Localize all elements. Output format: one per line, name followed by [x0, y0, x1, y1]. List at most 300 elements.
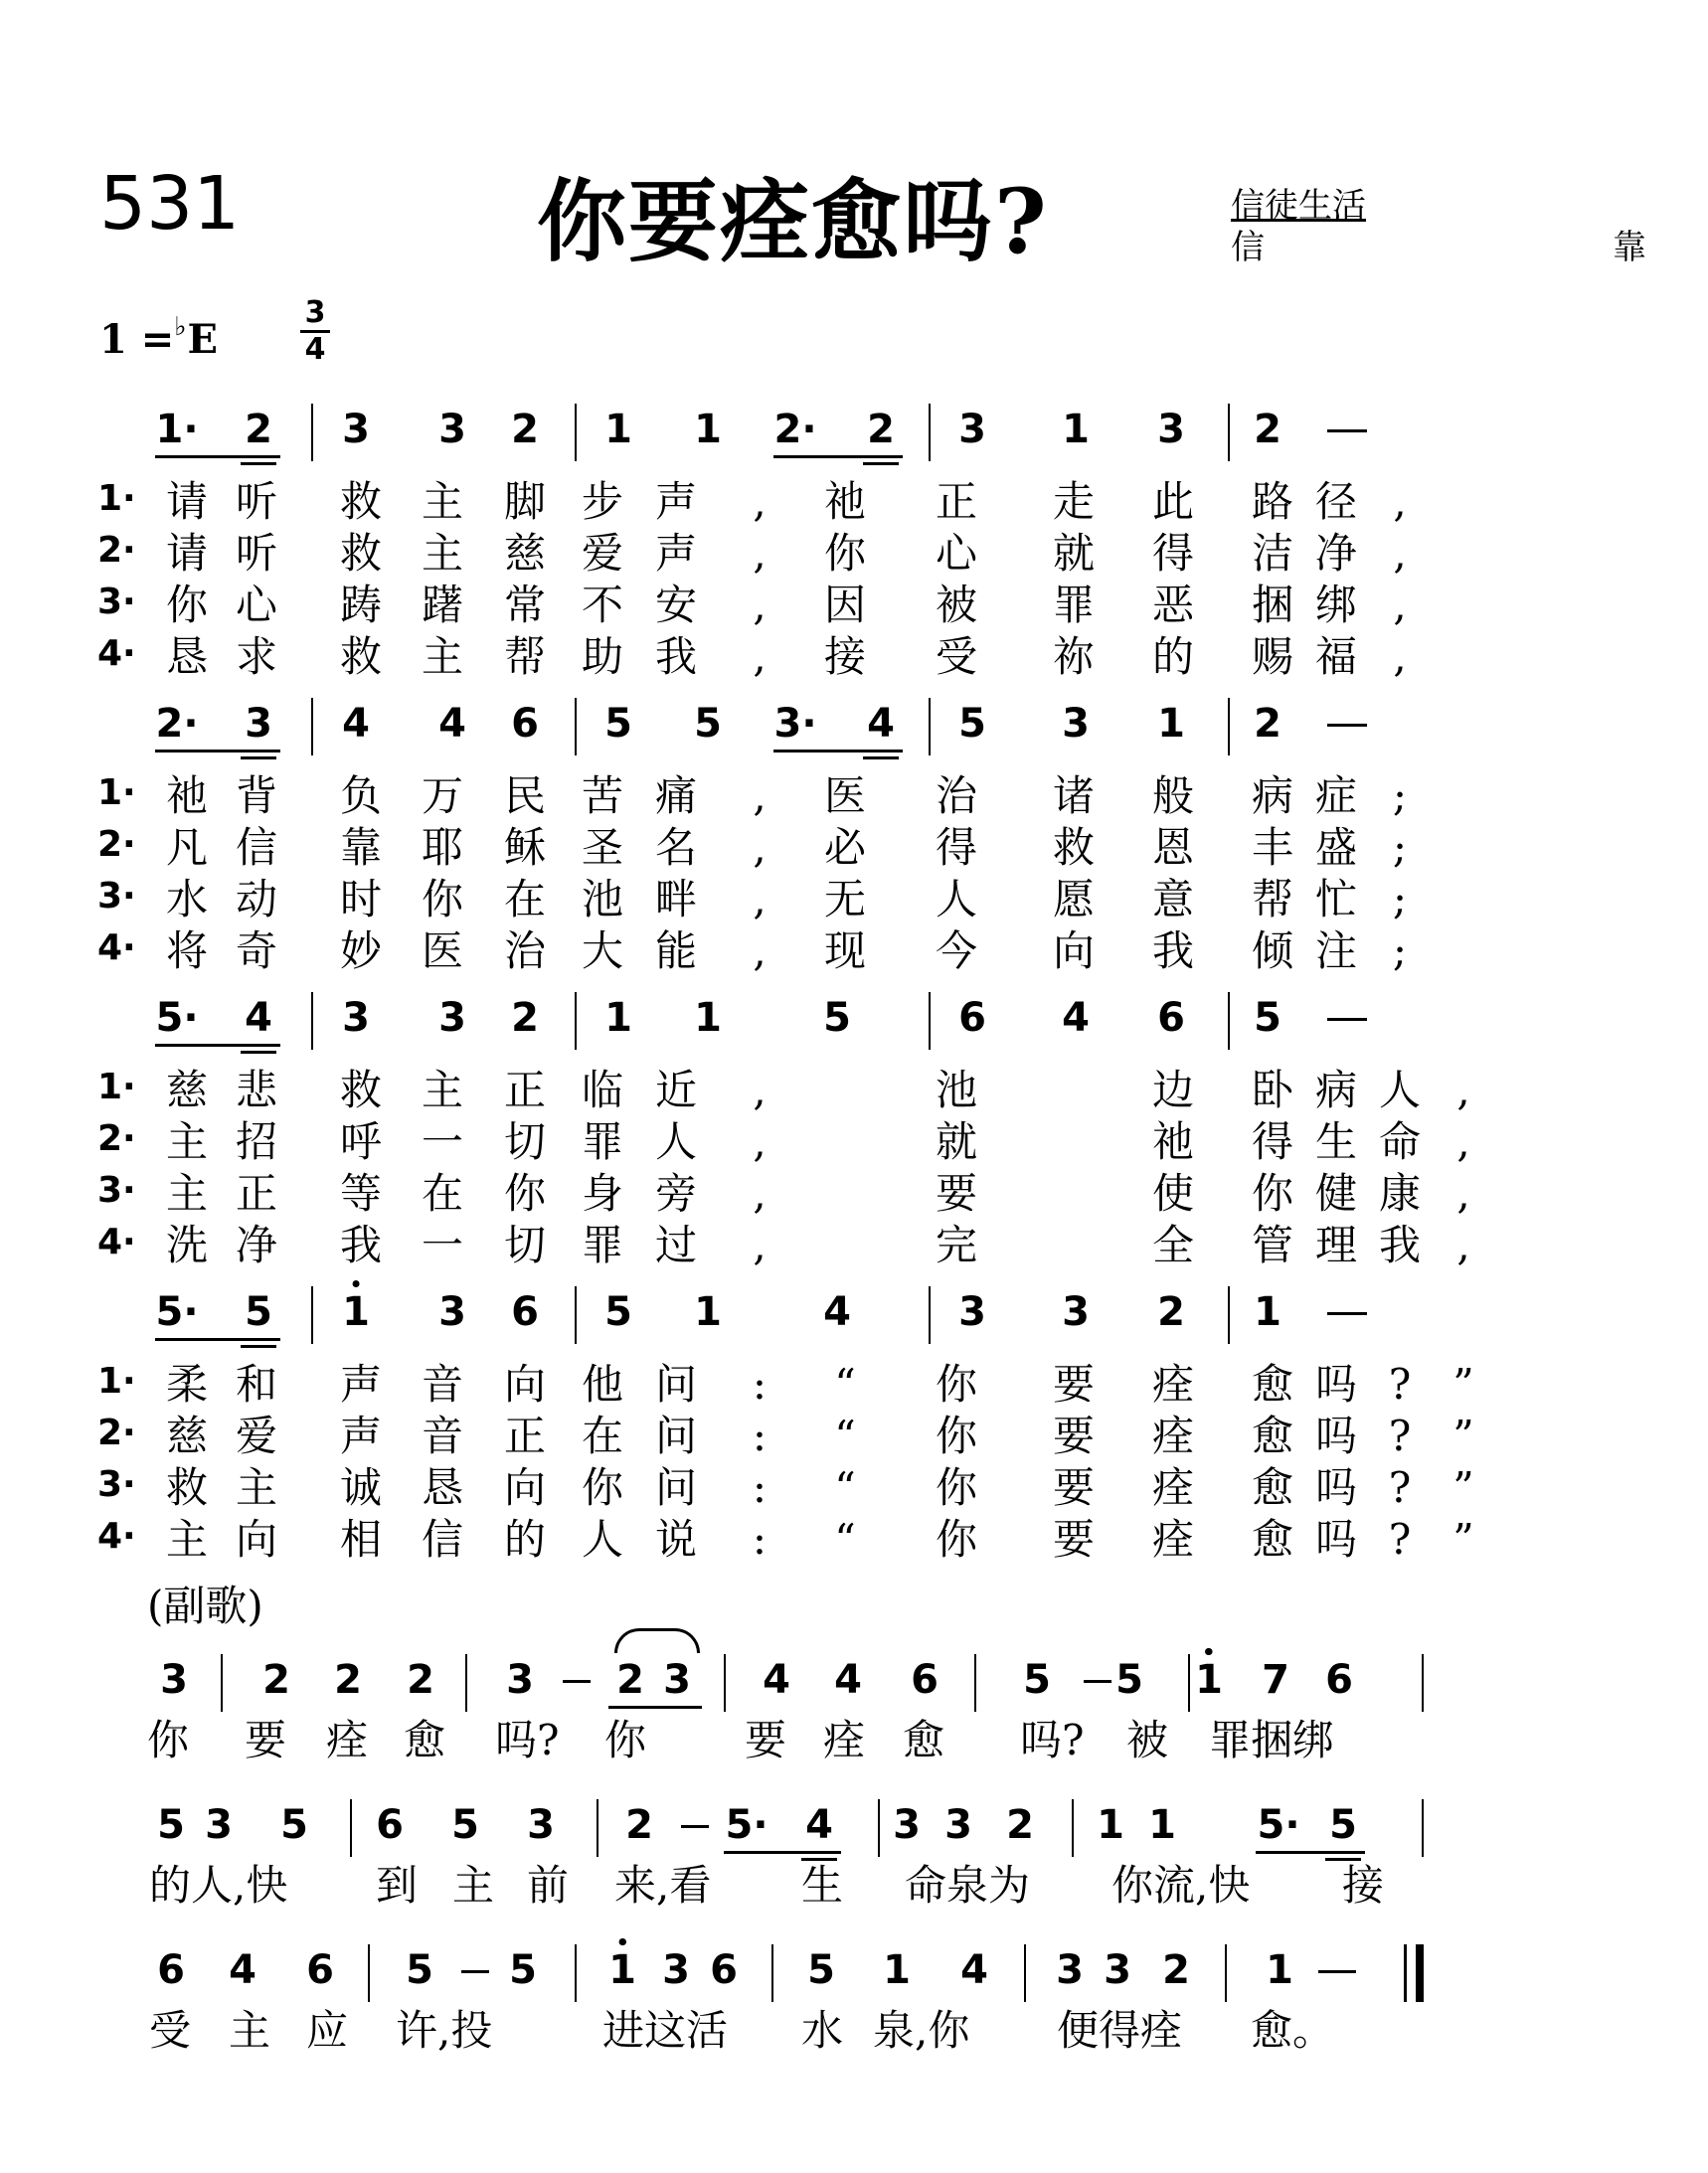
- lyric-char: 听: [235, 477, 278, 526]
- beam: [859, 455, 903, 458]
- lyric-char: 救: [339, 632, 383, 681]
- lyric-char: 问: [654, 1463, 698, 1512]
- barline: [575, 1286, 577, 1344]
- lyric-char: 我: [1151, 926, 1195, 975]
- note: 4: [805, 1802, 833, 1848]
- lyric-char: 心: [235, 581, 278, 629]
- lyric-char: 一: [421, 1117, 464, 1166]
- lyric-char: 身: [581, 1169, 624, 1218]
- lyric-char: 苦: [581, 771, 624, 820]
- beam: [859, 750, 903, 752]
- note: 5: [604, 701, 632, 747]
- note: 2: [262, 1657, 290, 1703]
- lyric-char: “: [834, 1515, 856, 1564]
- lyric-char: 祢: [1052, 632, 1096, 681]
- lyric-char: 你: [935, 1360, 978, 1409]
- lyric-char: 声: [654, 477, 698, 526]
- barline: [1422, 1799, 1424, 1857]
- lyric-char: 主: [165, 1169, 209, 1218]
- lyric-char: 慈: [503, 529, 547, 578]
- lyric-char: ,: [1456, 1169, 1470, 1218]
- lyric-char: 愈: [1251, 1412, 1294, 1460]
- lyric-char: 他: [581, 1360, 624, 1409]
- lyric-word: 吗?: [1020, 1716, 1085, 1764]
- lyric-char: 正: [935, 477, 978, 526]
- note: 2: [511, 407, 539, 452]
- note: 3: [438, 1289, 466, 1335]
- lyric-char: 音: [421, 1360, 464, 1409]
- lyric-word: 你: [147, 1716, 190, 1764]
- note: 1: [604, 407, 632, 452]
- lyric-char: 要: [1052, 1515, 1096, 1564]
- verse-number: 3·: [97, 582, 136, 622]
- lyric-char: 赐: [1251, 632, 1294, 681]
- lyric-char: “: [834, 1412, 856, 1460]
- note: 4: [960, 1947, 988, 1993]
- lyric-char: 信: [421, 1515, 464, 1564]
- lyric-char: ”: [1452, 1360, 1474, 1409]
- note: 4: [867, 701, 895, 747]
- lyric-char: 主: [421, 632, 464, 681]
- lyric-char: 能: [654, 926, 698, 975]
- lyric-char: 主: [421, 1066, 464, 1114]
- note: 2: [407, 1657, 434, 1703]
- beam: [724, 1851, 841, 1854]
- lyric-word: 生: [801, 1861, 844, 1910]
- key-note: E: [187, 316, 219, 363]
- lyric-word: 泉,你: [873, 2006, 970, 2055]
- verse-number: 4·: [97, 1222, 136, 1262]
- tie-slur: [614, 1628, 700, 1653]
- lyric-char: ,: [753, 477, 767, 526]
- lyric-char: 过: [654, 1221, 698, 1269]
- lyric-char: 走: [1052, 477, 1096, 526]
- note: 6: [306, 1947, 334, 1993]
- hymn-title: 你要痊愈吗?: [537, 169, 1049, 274]
- lyric-char: 背: [235, 771, 278, 820]
- lyric-char: 管: [1251, 1221, 1294, 1269]
- lyric-char: ;: [1392, 926, 1408, 975]
- lyric-char: 祂: [165, 771, 209, 820]
- note: 3: [438, 407, 466, 452]
- lyric-char: 在: [421, 1169, 464, 1218]
- note: 1: [1097, 1802, 1124, 1848]
- verse-number: 2·: [97, 1413, 136, 1453]
- note: 5: [694, 701, 722, 747]
- note: 1: [1195, 1660, 1223, 1700]
- lyric-word: 你流,快: [1111, 1861, 1251, 1910]
- note: 4: [763, 1657, 790, 1703]
- barline: [311, 404, 313, 461]
- beam: [237, 455, 280, 458]
- beam-2: [241, 1051, 276, 1054]
- note: 3: [438, 995, 466, 1041]
- lyric-char: 问: [654, 1412, 698, 1460]
- lyric-char: 人: [1378, 1066, 1422, 1114]
- verse-number: 2·: [97, 1118, 136, 1159]
- note: 3: [662, 1947, 690, 1993]
- barline: [311, 992, 313, 1050]
- barline: [1225, 1944, 1227, 2002]
- lyric-char: 在: [581, 1412, 624, 1460]
- chorus-label: (副歌): [147, 1582, 263, 1630]
- beam: [608, 1706, 702, 1709]
- lyric-char: 倾: [1251, 926, 1294, 975]
- note: 2: [867, 407, 895, 452]
- lyric-char: 主: [421, 529, 464, 578]
- lyric-char: 帮: [1251, 875, 1294, 923]
- lyric-char: 丰: [1251, 823, 1294, 872]
- sustain-dash: [1327, 1018, 1367, 1021]
- lyric-char: :: [752, 1360, 768, 1409]
- note: 3: [663, 1657, 691, 1703]
- lyric-char: 妙: [339, 926, 383, 975]
- lyric-char: 救: [339, 477, 383, 526]
- lyric-char: 将: [165, 926, 209, 975]
- lyric-char: ;: [1392, 823, 1408, 872]
- lyric-char: ,: [1393, 632, 1407, 681]
- note: 1: [694, 1289, 722, 1335]
- note: 5: [958, 701, 986, 747]
- barline: [221, 1654, 223, 1712]
- lyric-char: 音: [421, 1412, 464, 1460]
- lyric-char: 慈: [165, 1066, 209, 1114]
- lyric-char: 人: [654, 1117, 698, 1166]
- barline: [575, 992, 577, 1050]
- lyric-char: 救: [339, 529, 383, 578]
- lyric-char: 痊: [1151, 1412, 1195, 1460]
- verse-number: 1·: [97, 1067, 136, 1107]
- barline: [575, 698, 577, 755]
- note: 6: [958, 995, 986, 1041]
- lyric-char: 你: [581, 1463, 624, 1512]
- lyric-char: 完: [935, 1221, 978, 1269]
- lyric-char: 躇: [421, 581, 464, 629]
- barline: [465, 1654, 467, 1712]
- lyric-char: 脚: [503, 477, 547, 526]
- lyric-char: 治: [935, 771, 978, 820]
- lyric-word: 要: [245, 1716, 287, 1764]
- barline: [724, 1654, 726, 1712]
- lyric-char: 向: [1052, 926, 1096, 975]
- lyric-word: 你: [604, 1716, 647, 1764]
- verse-number: 1·: [97, 478, 136, 519]
- note: 3: [1062, 1289, 1090, 1335]
- lyric-char: 畔: [654, 875, 698, 923]
- lyric-char: 声: [654, 529, 698, 578]
- lyric-char: 命: [1378, 1117, 1422, 1166]
- lyric-char: 步: [581, 477, 624, 526]
- note: 7: [1262, 1657, 1289, 1703]
- note: 1: [1148, 1802, 1176, 1848]
- note: 4: [438, 701, 466, 747]
- lyric-char: 径: [1314, 477, 1358, 526]
- lyric-char: 问: [654, 1360, 698, 1409]
- lyric-char: 旁: [654, 1169, 698, 1218]
- lyric-char: 切: [503, 1221, 547, 1269]
- lyric-char: 健: [1314, 1169, 1358, 1218]
- lyric-char: 信: [235, 823, 278, 872]
- sustain-dash: [1084, 1680, 1111, 1683]
- lyric-word: 愈。: [1251, 2006, 1335, 2055]
- note: 3: [342, 407, 370, 452]
- lyric-char: 意: [1151, 875, 1195, 923]
- key-label: 1 =: [99, 316, 175, 363]
- lyric-char: 愈: [1251, 1360, 1294, 1409]
- note: 3: [944, 1802, 972, 1848]
- lyric-char: 临: [581, 1066, 624, 1114]
- lyric-char: 无: [823, 875, 867, 923]
- note: 5·: [1257, 1802, 1300, 1848]
- lyric-word: 被: [1126, 1716, 1169, 1764]
- lyric-char: 心: [935, 529, 978, 578]
- note: 4: [823, 1289, 851, 1335]
- verse-number: 3·: [97, 876, 136, 917]
- lyric-char: 我: [1378, 1221, 1422, 1269]
- lyric-char: 圣: [581, 823, 624, 872]
- lyric-word: 应: [306, 2006, 349, 2055]
- hymn-category: 信徒生活: [1231, 186, 1366, 226]
- lyric-char: :: [752, 1412, 768, 1460]
- lyric-char: 愈: [1251, 1515, 1294, 1564]
- lyric-char: 池: [581, 875, 624, 923]
- lyric-char: 凡: [165, 823, 209, 872]
- barline: [1422, 1654, 1424, 1712]
- lyric-char: 时: [339, 875, 383, 923]
- sustain-dash: [1327, 724, 1367, 727]
- note: 1: [342, 1292, 370, 1332]
- lyric-char: 一: [421, 1221, 464, 1269]
- note: 6: [511, 701, 539, 747]
- lyric-char: 就: [935, 1117, 978, 1166]
- barline: [368, 1944, 370, 2002]
- beam: [237, 1044, 280, 1047]
- lyric-char: 靠: [339, 823, 383, 872]
- lyric-char: 人: [581, 1515, 624, 1564]
- lyric-char: 病: [1251, 771, 1294, 820]
- lyric-char: 忙: [1314, 875, 1358, 923]
- lyric-char: ,: [753, 1117, 767, 1166]
- lyric-char: ,: [753, 926, 767, 975]
- lyric-char: :: [752, 1515, 768, 1564]
- note: 3: [958, 1289, 986, 1335]
- final-barline-thick: [1416, 1944, 1424, 2002]
- lyric-char: 招: [235, 1117, 278, 1166]
- lyric-char: 池: [935, 1066, 978, 1114]
- lyric-word: 命泉为: [905, 1861, 1031, 1910]
- lyric-char: ,: [753, 529, 767, 578]
- note: 6: [157, 1947, 185, 1993]
- lyric-char: ?: [1388, 1360, 1412, 1409]
- lyric-char: ,: [753, 632, 767, 681]
- note: 2: [1254, 407, 1281, 452]
- sustain-dash: [1327, 429, 1367, 432]
- lyric-word: 水: [801, 2006, 844, 2055]
- lyric-char: 痊: [1151, 1463, 1195, 1512]
- lyric-char: 动: [235, 875, 278, 923]
- note: 2: [1157, 1289, 1185, 1335]
- lyric-char: “: [834, 1360, 856, 1409]
- lyric-char: ,: [753, 581, 767, 629]
- lyric-char: 全: [1151, 1221, 1195, 1269]
- note: 1: [694, 995, 722, 1041]
- note: 5: [1023, 1657, 1051, 1703]
- note: 2·: [773, 407, 817, 452]
- lyric-char: 你: [935, 1515, 978, 1564]
- lyric-char: 向: [235, 1515, 278, 1564]
- lyric-char: 相: [339, 1515, 383, 1564]
- note: 5·: [725, 1802, 769, 1848]
- note: 1: [1254, 1289, 1281, 1335]
- lyric-char: 呼: [339, 1117, 383, 1166]
- flat-sign: ♭: [174, 312, 187, 342]
- lyric-char: 病: [1314, 1066, 1358, 1114]
- final-barline-thin: [1404, 1944, 1407, 2002]
- lyric-char: 奇: [235, 926, 278, 975]
- lyric-char: 耶: [421, 823, 464, 872]
- lyric-char: ,: [753, 1066, 767, 1114]
- barline: [929, 698, 931, 755]
- note: 6: [1157, 995, 1185, 1041]
- lyric-char: 民: [503, 771, 547, 820]
- lyric-char: 此: [1151, 477, 1195, 526]
- lyric-char: 祂: [1151, 1117, 1195, 1166]
- barline: [597, 1799, 598, 1857]
- lyric-char: 要: [935, 1169, 978, 1218]
- note: 1: [604, 995, 632, 1041]
- note: 3: [1104, 1947, 1131, 1993]
- beam: [237, 750, 280, 752]
- lyric-char: 切: [503, 1117, 547, 1166]
- lyric-word: 的人,快: [149, 1861, 288, 1910]
- barline: [929, 1286, 931, 1344]
- beam: [1256, 1851, 1365, 1854]
- beam-2: [241, 756, 276, 759]
- lyric-char: 踌: [339, 581, 383, 629]
- lyric-char: ?: [1388, 1463, 1412, 1512]
- lyric-char: 康: [1378, 1169, 1422, 1218]
- lyric-char: 福: [1314, 632, 1358, 681]
- note: 3: [958, 407, 986, 452]
- lyric-char: 助: [581, 632, 624, 681]
- barline: [1228, 698, 1230, 755]
- note: 6: [376, 1802, 404, 1848]
- note: 2: [1006, 1802, 1034, 1848]
- note: 3: [893, 1802, 921, 1848]
- lyric-char: 主: [421, 477, 464, 526]
- lyric-char: 受: [935, 632, 978, 681]
- verse-number: 3·: [97, 1170, 136, 1211]
- lyric-char: 救: [339, 1066, 383, 1114]
- lyric-char: 盛: [1314, 823, 1358, 872]
- barline: [311, 1286, 313, 1344]
- barline: [350, 1799, 352, 1857]
- lyric-char: 理: [1314, 1221, 1358, 1269]
- lyric-word: 痊: [326, 1716, 369, 1764]
- barline: [575, 404, 577, 461]
- note: 6: [710, 1947, 738, 1993]
- lyric-word: 愈: [404, 1716, 446, 1764]
- lyric-char: 你: [935, 1463, 978, 1512]
- lyric-char: ,: [1393, 529, 1407, 578]
- lyric-char: 医: [421, 926, 464, 975]
- lyric-char: ?: [1388, 1515, 1412, 1564]
- lyric-char: 求: [235, 632, 278, 681]
- lyric-word: 受: [149, 2006, 192, 2055]
- lyric-char: :: [752, 1463, 768, 1512]
- lyric-char: ;: [1392, 875, 1408, 923]
- note: 1: [1157, 701, 1185, 747]
- lyric-char: 使: [1151, 1169, 1195, 1218]
- lyric-char: 爱: [235, 1412, 278, 1460]
- lyric-char: ,: [1393, 477, 1407, 526]
- note: 4: [245, 995, 272, 1041]
- note: 5: [451, 1802, 479, 1848]
- note: 1·: [155, 407, 199, 452]
- note: 3: [160, 1657, 188, 1703]
- lyric-char: 净: [235, 1221, 278, 1269]
- lyric-char: 的: [503, 1515, 547, 1564]
- note: 6: [911, 1657, 939, 1703]
- sustain-dash: [681, 1825, 709, 1828]
- verse-number: 2·: [97, 530, 136, 571]
- lyric-word: 罪捆绑: [1209, 1716, 1335, 1764]
- sustain-dash: [563, 1680, 591, 1683]
- barline: [1188, 1654, 1190, 1712]
- lyric-char: ,: [1393, 581, 1407, 629]
- lyric-char: 在: [503, 875, 547, 923]
- lyric-char: ,: [1456, 1221, 1470, 1269]
- lyric-char: ?: [1388, 1412, 1412, 1460]
- lyric-char: 正: [503, 1066, 547, 1114]
- lyric-char: 痊: [1151, 1515, 1195, 1564]
- lyric-word: 接: [1342, 1861, 1385, 1910]
- lyric-char: ,: [753, 1221, 767, 1269]
- lyric-char: ,: [753, 771, 767, 820]
- lyric-char: 水: [165, 875, 209, 923]
- beam-2: [241, 1345, 276, 1348]
- lyric-char: 我: [339, 1221, 383, 1269]
- lyric-char: 卧: [1251, 1066, 1294, 1114]
- lyric-char: 就: [1052, 529, 1096, 578]
- high-dot: [1205, 1648, 1212, 1655]
- barline: [1228, 1286, 1230, 1344]
- note: 4: [229, 1947, 256, 1993]
- lyric-char: 救: [1052, 823, 1096, 872]
- note: 3·: [773, 701, 817, 747]
- time-sig-bottom: 4: [304, 332, 326, 367]
- sustain-dash: [1318, 1970, 1356, 1973]
- verse-number: 1·: [97, 1361, 136, 1402]
- lyric-word: 许,投: [396, 2006, 493, 2055]
- note: 5: [1329, 1802, 1357, 1848]
- note: 3: [506, 1657, 534, 1703]
- time-sig-top: 3: [304, 295, 326, 330]
- lyric-char: 稣: [503, 823, 547, 872]
- lyric-char: 说: [654, 1515, 698, 1564]
- lyric-char: 祂: [823, 477, 867, 526]
- lyric-char: 洗: [165, 1221, 209, 1269]
- lyric-char: 你: [165, 581, 209, 629]
- note: 5·: [155, 1289, 199, 1335]
- lyric-char: ,: [753, 1169, 767, 1218]
- lyric-char: 正: [235, 1169, 278, 1218]
- lyric-char: 名: [654, 823, 698, 872]
- lyric-char: 得: [1151, 529, 1195, 578]
- lyric-char: 诚: [339, 1463, 383, 1512]
- lyric-char: 要: [1052, 1412, 1096, 1460]
- lyric-char: 罪: [581, 1117, 624, 1166]
